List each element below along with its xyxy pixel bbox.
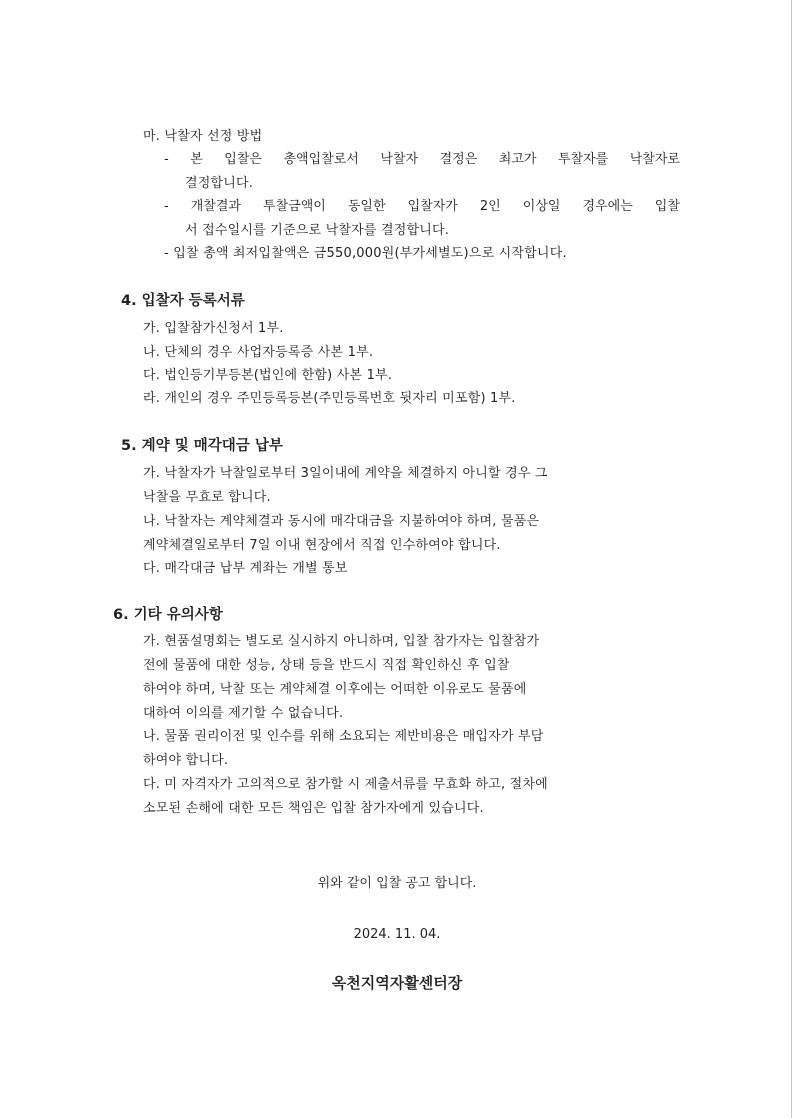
page-edge bbox=[791, 0, 792, 1118]
word: 개찰결과 bbox=[190, 199, 241, 214]
section-5-line: 계약체결일로부터 7일 이내 현장에서 직접 인수하여야 합니다. bbox=[143, 538, 501, 553]
word: 결정은 bbox=[439, 152, 478, 167]
section-5-line: 낙찰을 무효로 합니다. bbox=[143, 490, 271, 505]
word: 2인 bbox=[479, 199, 501, 214]
word: 경우에는 bbox=[582, 199, 633, 214]
closing-statement: 위와 같이 입찰 공고 합니다. bbox=[317, 876, 477, 891]
section-ma-item-1 bbox=[164, 151, 680, 168]
signer-name: 옥천지역자활센터장 bbox=[331, 974, 463, 992]
word: 입찰은 bbox=[224, 152, 262, 167]
word: 본 bbox=[190, 152, 203, 167]
word: 입찰 bbox=[654, 199, 680, 214]
section-ma-title: 마. 낙찰자 선정 방법 bbox=[143, 129, 263, 144]
section-4-line: 라. 개인의 경우 주민등록등본(주민등록번호 뒷자리 미포함) 1부. bbox=[143, 391, 516, 406]
section-6-line: 하여야 합니다. bbox=[143, 753, 229, 768]
section-4-line: 나. 단체의 경우 사업자등록증 사본 1부. bbox=[143, 345, 374, 360]
word: 최고가 bbox=[498, 152, 537, 167]
section-6-line: 소모된 손해에 대한 모든 책임은 입찰 참가자에게 있습니다. bbox=[143, 801, 484, 816]
word: - bbox=[164, 199, 169, 214]
word: 동일한 bbox=[347, 199, 386, 214]
word: 입찰자가 bbox=[407, 199, 458, 214]
word: 이상일 bbox=[522, 199, 561, 214]
section-6-line: 하여야 하며, 낙찰 또는 계약체결 이후에는 어떠한 이유로도 물품에 bbox=[143, 682, 527, 697]
section-6-heading: 6. 기타 유의사항 bbox=[113, 607, 223, 623]
section-6-line: 다. 미 자격자가 고의적으로 참가할 시 제출서류를 무효화 하고, 절차에 bbox=[143, 777, 548, 792]
section-4-line: 가. 입찰참가신청서 1부. bbox=[143, 321, 284, 336]
section-ma-item-3: - 입찰 총액 최저입찰액은 금550,000원(부가세별도)으로 시작합니다. bbox=[164, 246, 567, 261]
section-5-line: 가. 낙찰자가 낙찰일로부터 3일이내에 계약을 체결하지 아니할 경우 그 bbox=[143, 466, 548, 481]
section-5-line: 다. 매각대금 납부 계좌는 개별 통보 bbox=[143, 561, 348, 576]
word: - bbox=[164, 152, 169, 167]
section-4-line: 다. 법인등기부등본(법인에 한함) 사본 1부. bbox=[143, 368, 393, 383]
section-6-line: 전에 물품에 대한 성능, 상태 등을 반드시 직접 확인하신 후 입찰 bbox=[143, 658, 510, 673]
word: 투찰금액이 bbox=[263, 199, 326, 214]
word: 투찰자를 bbox=[557, 152, 609, 167]
closing-date: 2024. 11. 04. bbox=[353, 927, 441, 942]
section-5-line: 나. 낙찰자는 계약체결과 동시에 매각대금을 지불하여야 하며, 물품은 bbox=[143, 514, 540, 529]
word: 낙찰자 bbox=[380, 152, 419, 167]
section-ma-item-1-cont: 결정합니다. bbox=[185, 176, 254, 191]
section-5-heading: 5. 계약 및 매각대금 납부 bbox=[121, 438, 283, 454]
section-6-line: 대하여 이의를 제기할 수 없습니다. bbox=[143, 706, 344, 721]
section-6-line: 가. 현품설명회는 별도로 실시하지 아니하며, 입찰 참가자는 입찰참가 bbox=[143, 634, 540, 649]
word: 낙찰자로 bbox=[629, 152, 680, 167]
section-4-heading: 4. 입찰자 등록서류 bbox=[121, 293, 245, 309]
section-6-line: 나. 물품 권리이전 및 인수를 위해 소요되는 제반비용은 매입자가 부담 bbox=[143, 729, 544, 744]
word: 총액입찰로서 bbox=[283, 152, 359, 167]
section-ma-item-2-cont: 서 접수일시를 기준으로 낙찰자를 결정합니다. bbox=[185, 223, 450, 238]
section-ma-item-2 bbox=[164, 198, 680, 215]
